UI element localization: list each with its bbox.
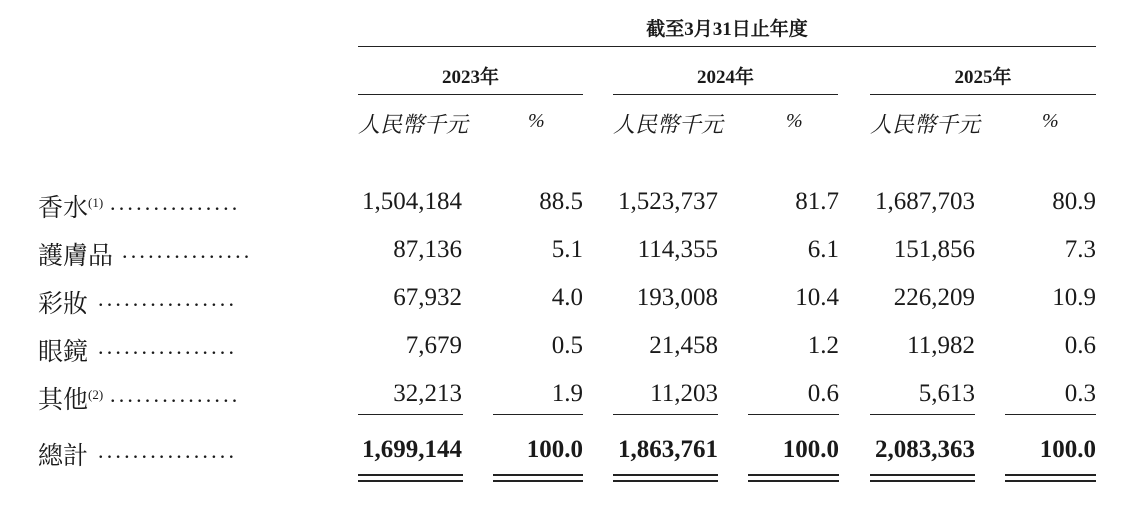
- total-amount-2024: 1,863,761: [618, 436, 718, 463]
- percent-2023: 4.0: [551, 284, 583, 311]
- amount-2025: 151,856: [893, 236, 975, 263]
- row-label: 護膚品: [38, 243, 114, 270]
- year-2023-header: 2023年: [441, 67, 499, 88]
- amount-2025: 1,687,703: [875, 188, 975, 215]
- percent-2024: 0.6: [807, 380, 839, 407]
- row-label: 眼鏡: [38, 339, 89, 366]
- percent-2023: 5.1: [551, 236, 583, 263]
- subtotal-rule: [613, 414, 718, 415]
- total-amount-2023: 1,699,144: [362, 436, 462, 463]
- percent-unit-2024: %: [786, 110, 803, 132]
- total-amount-2025: 2,083,363: [875, 436, 975, 463]
- footnote-marker: (1): [88, 195, 104, 210]
- header-rule: [358, 46, 1096, 47]
- total-percent-2023: 100.0: [526, 436, 583, 463]
- subtotal-rule: [1005, 414, 1096, 415]
- total-double-rule: [493, 474, 583, 482]
- total-percent-2024: 100.0: [782, 436, 839, 463]
- amount-unit-2023: 人民幣千元: [358, 112, 469, 137]
- leader-dots: ...............: [110, 382, 241, 407]
- amount-2024: 114,355: [637, 236, 718, 263]
- total-percent-2025: 100.0: [1039, 436, 1096, 463]
- amount-unit-2024: 人民幣千元: [613, 112, 724, 137]
- total-double-rule: [358, 474, 463, 482]
- year-2023-rule: [358, 94, 583, 95]
- amount-2024: 193,008: [636, 284, 718, 311]
- percent-2025: 0.3: [1064, 380, 1096, 407]
- percent-2025: 80.9: [1052, 188, 1096, 215]
- year-2024-header: 2024年: [696, 67, 754, 88]
- percent-2024: 1.2: [807, 332, 839, 359]
- row-label: 香水$^{(1)}$: [38, 195, 104, 222]
- percent-2024: 81.7: [795, 188, 839, 215]
- amount-2023: 32,213: [393, 380, 462, 407]
- total-double-rule: [1005, 474, 1096, 482]
- amount-2023: 7,679: [405, 332, 462, 359]
- amount-2023: 87,136: [393, 236, 462, 263]
- period-header: 截至3月31日止年度: [646, 19, 808, 40]
- row-label: 彩妝: [38, 291, 89, 318]
- amount-2024: 11,203: [650, 380, 718, 407]
- leader-dots: ...............: [110, 190, 241, 215]
- percent-2025: 10.9: [1052, 284, 1096, 311]
- percent-2025: 0.6: [1064, 332, 1096, 359]
- total-double-rule: [870, 474, 975, 482]
- subtotal-rule: [870, 414, 975, 415]
- year-2025-header: 2025年: [954, 67, 1012, 88]
- percent-2023: 1.9: [551, 380, 583, 407]
- percent-2024: 10.4: [795, 284, 839, 311]
- footnote-marker: (2): [88, 387, 104, 402]
- percent-unit-2023: %: [528, 110, 545, 132]
- year-2025-rule: [870, 94, 1096, 95]
- subtotal-rule: [493, 414, 583, 415]
- leader-dots: ................: [98, 286, 238, 311]
- leader-dots: ...............: [122, 238, 253, 263]
- year-2024-rule: [613, 94, 838, 95]
- amount-2024: 21,458: [649, 332, 718, 359]
- amount-2023: 1,504,184: [362, 188, 462, 215]
- leader-dots: ................: [98, 438, 238, 463]
- amount-2025: 226,209: [893, 284, 975, 311]
- percent-unit-2025: %: [1042, 110, 1059, 132]
- amount-2025: 5,613: [918, 380, 975, 407]
- amount-unit-2025: 人民幣千元: [870, 112, 981, 137]
- percent-2024: 6.1: [807, 236, 839, 263]
- row-label: 其他$^{(2)}$: [38, 387, 104, 414]
- total-double-rule: [613, 474, 718, 482]
- total-label: 總計: [38, 443, 89, 470]
- subtotal-rule: [748, 414, 839, 415]
- total-double-rule: [748, 474, 839, 482]
- percent-2023: 88.5: [539, 188, 583, 215]
- amount-2024: 1,523,737: [618, 188, 718, 215]
- percent-2023: 0.5: [551, 332, 583, 359]
- percent-2025: 7.3: [1064, 236, 1096, 263]
- leader-dots: ................: [98, 334, 238, 359]
- subtotal-rule: [358, 414, 463, 415]
- amount-2025: 11,982: [907, 332, 975, 359]
- amount-2023: 67,932: [393, 284, 462, 311]
